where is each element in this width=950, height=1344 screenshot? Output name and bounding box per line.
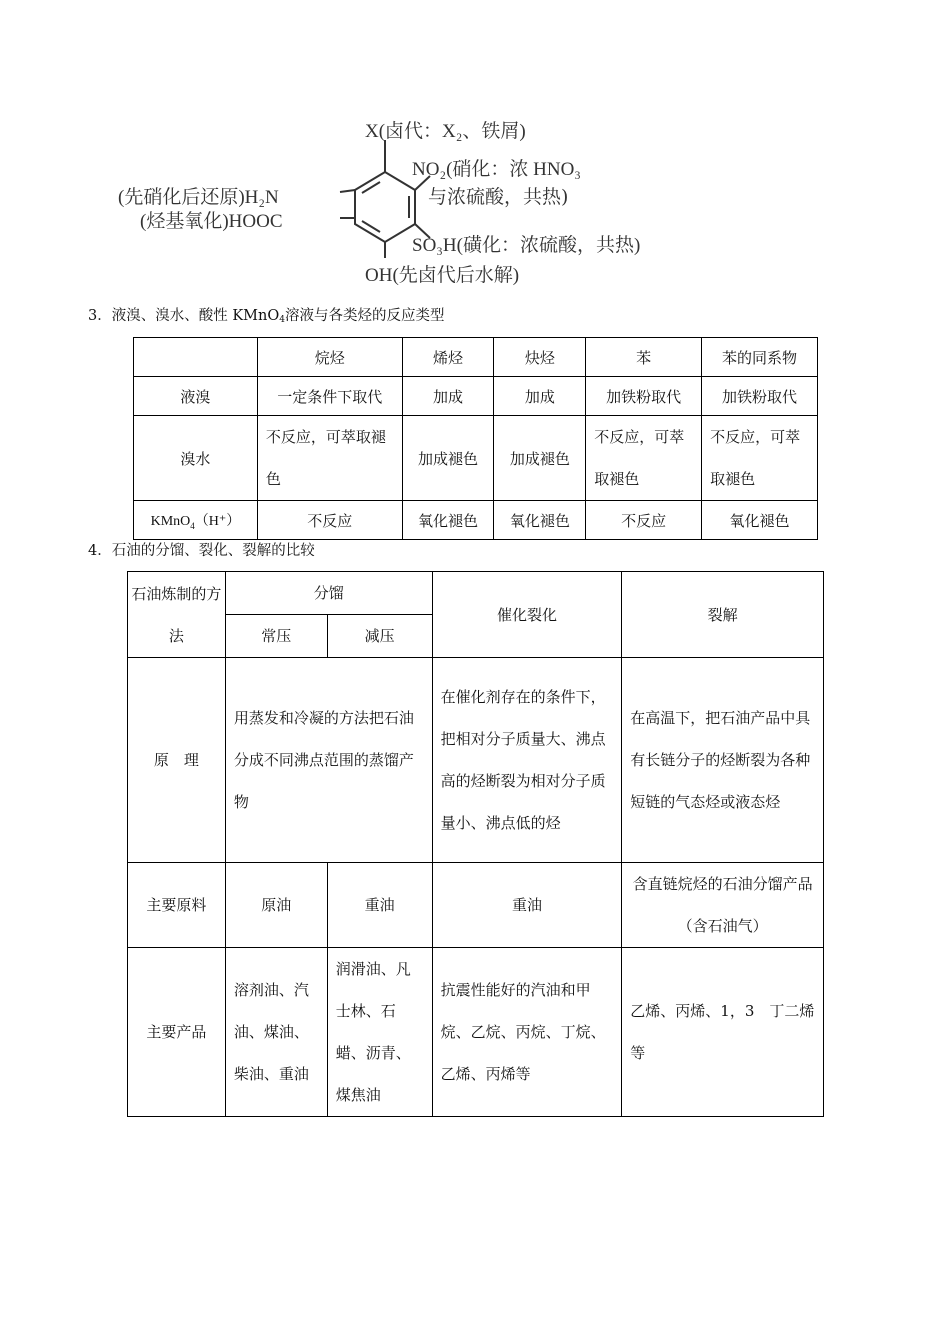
table-cell: 重油 — [327, 863, 432, 948]
table-cell: 一定条件下取代 — [257, 377, 402, 416]
table-cell: 原油 — [225, 863, 327, 948]
table-header-cell: 减压 — [327, 615, 432, 658]
no2-substituent-label: NO₂(硝化：浓 HNO₃ — [412, 159, 581, 180]
table-header-cell: 分馏 — [225, 572, 432, 615]
bromine-kmno4-reaction-table — [133, 337, 818, 540]
x-substituent-label: X(卤代：X₂、铁屑) — [365, 121, 526, 142]
table-header-cell: 烷烃 — [257, 338, 402, 377]
table-cell: 主要原料 — [128, 863, 226, 948]
benzene-reaction-diagram — [110, 110, 690, 300]
table-row — [128, 948, 824, 1117]
table-header-cell: 烯烃 — [402, 338, 494, 377]
table-header-cell — [134, 338, 258, 377]
table-cell: 不反应 — [586, 501, 702, 540]
table-cell: 抗震性能好的汽油和甲烷、乙烷、丙烷、丁烷、乙烯、丙烯等 — [432, 948, 622, 1117]
table-cell: 主要产品 — [128, 948, 226, 1117]
table-cell: 氧化褪色 — [494, 501, 586, 540]
table-row — [134, 416, 818, 501]
benzene-hexagon — [355, 172, 415, 242]
table-header-cell: 催化裂化 — [432, 572, 622, 658]
table-header-cell: 苯的同系物 — [702, 338, 818, 377]
h2n-substituent-label: (先硝化后还原)H₂N — [118, 187, 279, 208]
table-cell: 加铁粉取代 — [586, 377, 702, 416]
table-cell: 加成 — [402, 377, 494, 416]
table-cell: 乙烯、丙烯、1，3 丁二烯等 — [622, 948, 824, 1117]
no2-substituent-label-cont: 与浓硫酸，共热) — [428, 186, 569, 208]
table-row — [128, 863, 824, 948]
table-cell: 不反应，可萃取褪色 — [702, 416, 818, 501]
table-header-row — [134, 338, 818, 377]
table-cell: 液溴 — [134, 377, 258, 416]
bond-nh2 — [340, 190, 355, 192]
table-row — [128, 658, 824, 863]
table-cell: 不反应，可萃取褪色 — [257, 416, 402, 501]
table-cell: 氧化褪色 — [402, 501, 494, 540]
table-cell: 不反应 — [257, 501, 402, 540]
table-cell: 在催化剂存在的条件下，把相对分子质量大、沸点高的烃断裂为相对分子质量小、沸点低的烃 — [432, 658, 622, 863]
table-cell: 不反应，可萃取褪色 — [586, 416, 702, 501]
table-cell: 重油 — [432, 863, 622, 948]
table-header-cell: 苯 — [586, 338, 702, 377]
table-header-row — [128, 572, 824, 615]
table-cell: KMnO$_4$（H⁺） — [134, 501, 258, 540]
table-cell: 用蒸发和冷凝的方法把石油分成不同沸点范围的蒸馏产物 — [225, 658, 432, 863]
table-cell: 加成褪色 — [494, 416, 586, 501]
table-row — [134, 501, 818, 540]
section4-title: 4．石油的分馏、裂化、裂解的比较 — [88, 543, 315, 559]
table-cell: 含直链烷烃的石油分馏产品（含石油气） — [622, 863, 824, 948]
table-cell: 加成 — [494, 377, 586, 416]
table-cell: 润滑油、凡士林、石蜡、沥青、煤焦油 — [327, 948, 432, 1117]
oh-substituent-label: OH(先卤代后水解) — [365, 265, 520, 286]
table-header-cell: 裂解 — [622, 572, 824, 658]
so3h-substituent-label: SO₃H(磺化：浓硫酸，共热) — [412, 235, 641, 256]
table-cell: 溴水 — [134, 416, 258, 501]
table-cell: 加铁粉取代 — [702, 377, 818, 416]
table-cell: 原 理 — [128, 658, 226, 863]
table-row — [134, 377, 818, 416]
table-header-cell: 常压 — [225, 615, 327, 658]
hooc-substituent-label: (烃基氧化)HOOC — [140, 211, 283, 232]
table-cell: 在高温下，把石油产品中具有长链分子的烃断裂为各种短链的气态烃或液态烃 — [622, 658, 824, 863]
table-cell: 溶剂油、汽油、煤油、柴油、重油 — [225, 948, 327, 1117]
table-header-cell: 石油炼制的方法 — [128, 572, 226, 658]
table-header-cell: 炔烃 — [494, 338, 586, 377]
petroleum-comparison-table — [127, 571, 824, 1117]
table-cell: 加成褪色 — [402, 416, 494, 501]
table-cell: 氧化褪色 — [702, 501, 818, 540]
section3-title: 3．液溴、溴水、酸性 KMnO$_4$溶液与各类烃的反应类型 — [88, 308, 445, 325]
